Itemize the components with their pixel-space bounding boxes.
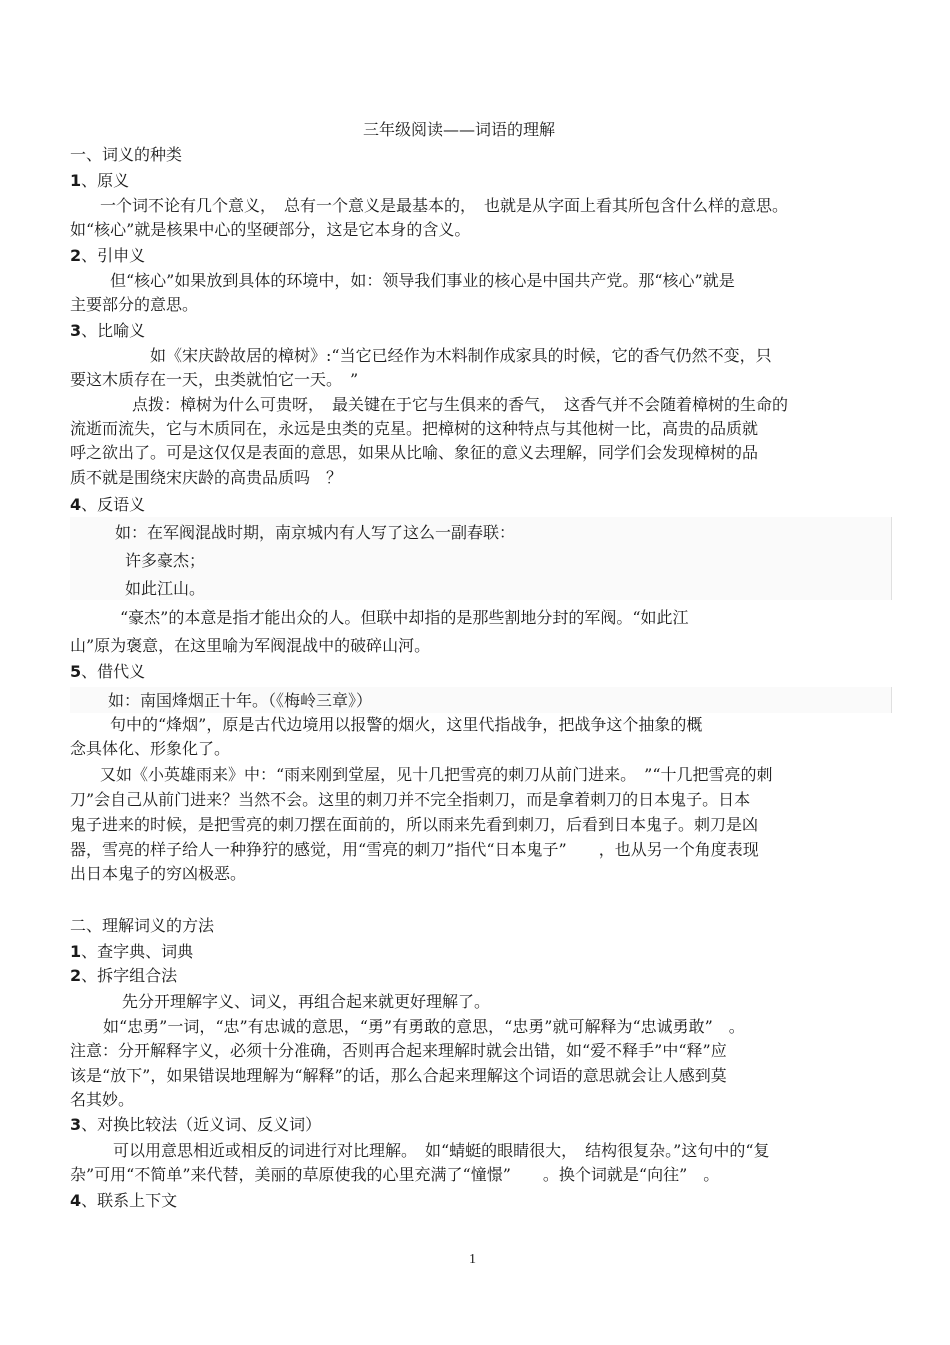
paragraph-line: 要这木质存在一天，虫类就怕它一天。 ” [70,370,359,389]
paragraph-line: 该是“放下”，如果错误地理解为“解释”的话，那么合起来理解这个词语的意思就会让人感到莫 [70,1066,727,1085]
paragraph-line: 呼之欲出了。可是这仅仅是表面的意思，如果从比喻、象征的意义去理解，同学们会发现樟树的品 [70,443,759,462]
section-heading-understanding-methods: 二、理解词义的方法 [70,916,215,935]
item-heading-extended-meaning: 2、引申义 [70,246,146,265]
item-heading-split-combine: 2、拆字组合法 [70,966,178,985]
paragraph-line: 杂”可用“不简单”来代替，美丽的草原使我的心里充满了“憧憬” 。换个词就是“向往” 。 [70,1165,720,1184]
page-title: 三年级阅读——词语的理解 [363,120,556,139]
paragraph-line: 念具体化、形象化了。 [70,739,231,758]
paragraph-line: 句中的“烽烟”，原是古代边境用以报警的烟火，这里代指战争，把战争这个抽象的概 [110,715,703,734]
page-number: 1 [469,1252,476,1267]
paragraph-line: 先分开理解字义、词义，再组合起来就更好理解了。 [122,992,491,1011]
paragraph-line: 山”原为褒意，在这里喻为军阀混战中的破碎山河。 [70,636,431,655]
paragraph-line: 注意：分开解释字义，必须十分准确，否则再合起来理解时就会出错，如“爱不释手”中“释”应 [70,1041,727,1060]
section-heading-word-meaning-types: 一、词义的种类 [70,145,183,164]
paragraph-line: 如《宋庆龄故居的樟树》:“当它已经作为木料制作成家具的时候，它的香气仍然不变，只 [150,346,772,365]
paragraph-line: 主要部分的意思。 [70,295,199,314]
paragraph-line: 如“核心”就是核果中心的坚硬部分，这是它本身的含义。 [70,220,471,239]
item-heading-metaphorical-meaning: 3、比喻义 [70,321,146,340]
paragraph-line: 流逝而流失，它与木质同在，永远是虫类的克星。把樟树的这种特点与其他树一比，高贵的品质就 [70,419,759,438]
paragraph-line: 又如《小英雄雨来》中：“雨来刚到堂屋，见十几把雪亮的刺刀从前门进来。 ”“十几把雪亮的刺 [100,765,773,784]
paragraph-line: 如“忠勇”一词，“忠”有忠诚的意思，“勇”有勇敢的意思，“忠勇”就可解释为“忠诚勇敢” 。 [103,1017,745,1036]
item-heading-original-meaning: 1、原义 [70,171,130,190]
paragraph-line: 器，雪亮的样子给人一种狰狞的感觉，用“雪亮的刺刀”指代“日本鬼子” ，也从另一个角度表现 [70,840,759,859]
paragraph-line: 点拨：樟树为什么可贵呀， 最关键在于它与生俱来的香气， 这香气并不会随着樟树的生命的 [132,395,789,414]
paragraph-line: 鬼子进来的时候，是把雪亮的刺刀摆在面前的，所以雨来先看到刺刀，后看到日本鬼子。刺刀是凶 [70,815,759,834]
item-heading-dictionary: 1、查字典、词典 [70,942,194,961]
quote-line: 如：在军阀混战时期，南京城内有人写了这么一副春联： [115,523,516,542]
paragraph-line: 刀”会自己从前门进来？当然不会。这里的刺刀并不完全指刺刀，而是拿着刺刀的日本鬼子。日本 [70,790,751,809]
paragraph-line: 出日本鬼子的穷凶极恶。 [70,864,247,883]
quote-line: 如此江山。 [125,579,206,598]
item-heading-ironic-meaning: 4、反语义 [70,495,146,514]
item-heading-context: 4、联系上下文 [70,1191,178,1210]
quote-line: 许多豪杰； [125,551,206,570]
item-heading-metonymic-meaning: 5、借代义 [70,662,146,681]
item-heading-substitution: 3、对换比较法（近义词、反义词） [70,1115,322,1134]
paragraph-line: 质不就是围绕宋庆龄的高贵品质吗 ？ [70,468,343,487]
paragraph-line: 但“核心”如果放到具体的环境中，如：领导我们事业的核心是中国共产党。那“核心”就是 [110,271,735,290]
paragraph-line: “豪杰”的本意是指才能出众的人。但联中却指的是那些割地分封的军阀。“如此江 [120,608,689,627]
quote-line: 如：南国烽烟正十年。（《梅岭三章》） [108,691,373,710]
paragraph-line: 名其妙。 [70,1090,135,1109]
paragraph-line: 可以用意思相近或相反的词进行对比理解。 如“蜻蜓的眼睛很大， 结构很复杂。”这句中的“复 [113,1141,770,1160]
paragraph-line: 一个词不论有几个意义， 总有一个意义是最基本的， 也就是从字面上看其所包含什么样的意思。 [100,196,789,215]
